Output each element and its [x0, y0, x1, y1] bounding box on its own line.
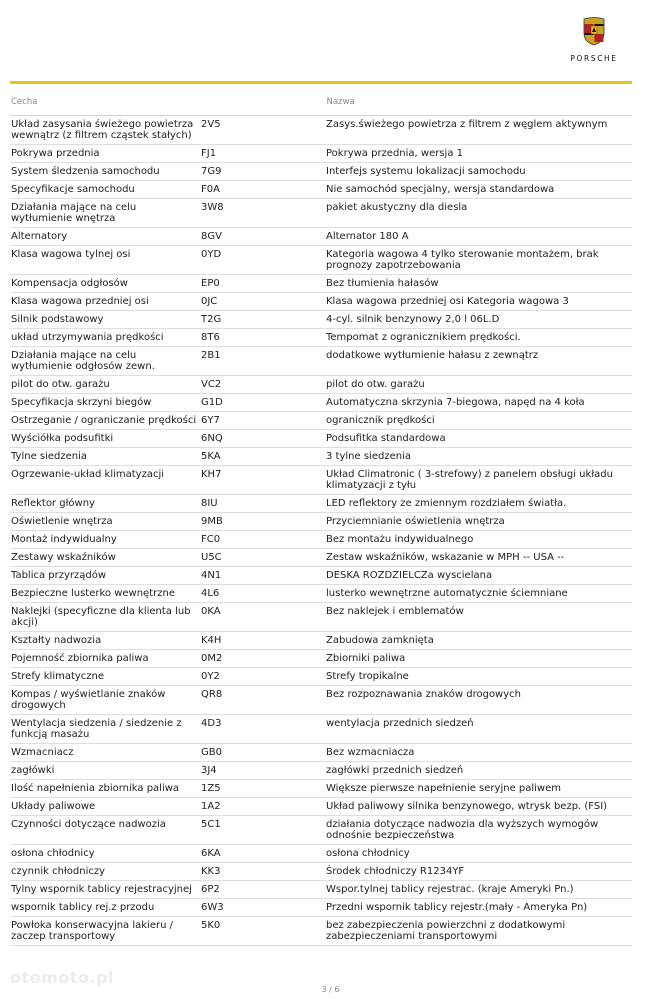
table-row [10, 394, 632, 412]
code-cell: VC2 [201, 379, 222, 390]
name-cell: ogranicznik prędkości [326, 415, 435, 426]
table-row [10, 798, 632, 816]
watermark: otomoto.pl [10, 968, 114, 987]
feature-cell: Tylny wspornik tablicy rejestracyjnej [11, 884, 192, 895]
table-row [10, 567, 632, 585]
name-cell: Kategoria wagowa 4 tylko sterowanie montażem, brak prognozy zapotrzebowania [326, 249, 599, 271]
code-cell: 5KA [201, 451, 221, 462]
table-row [10, 376, 632, 394]
feature-cell: Działania mające na celu wytłumienie wnętrza [11, 202, 137, 224]
table-row [10, 845, 632, 863]
code-cell: KK3 [201, 866, 221, 877]
table-row [10, 668, 632, 686]
feature-cell: Kształty nadwozia [11, 635, 102, 646]
code-cell: EP0 [201, 278, 220, 289]
code-cell: F0A [201, 184, 220, 195]
feature-cell: Klasa wagowa przedniej osi [11, 296, 149, 307]
column-header-name: Nazwa [326, 97, 355, 107]
feature-cell: Działania mające na celu wytłumienie odgłosów zewn. [11, 350, 155, 372]
code-cell: 2V5 [201, 119, 221, 130]
name-cell: Przedni wspornik tablicy rejestr.(mały - Ameryka Pn) [326, 902, 588, 913]
table-row [10, 632, 632, 650]
code-cell: 6Y7 [201, 415, 220, 426]
table-row [10, 466, 632, 495]
table-row [10, 585, 632, 603]
feature-cell: pilot do otw. garażu [11, 379, 110, 390]
code-cell: 5K0 [201, 920, 221, 931]
code-cell: 8T6 [201, 332, 220, 343]
feature-cell: Wyściółka podsufitki [11, 433, 114, 444]
feature-cell: Tablica przyrządów [11, 570, 107, 581]
table-row [10, 311, 632, 329]
name-cell: osłona chłodnicy [326, 848, 410, 859]
feature-cell: Pokrywa przednia [11, 148, 100, 159]
name-cell: Alternator 180 A [326, 231, 409, 242]
table-row [10, 145, 632, 163]
code-cell: 6W3 [201, 902, 224, 913]
table-row [10, 347, 632, 376]
name-cell: LED reflektory ze zmiennym rozdziałem światła. [326, 498, 567, 509]
table-row [10, 329, 632, 347]
feature-cell: zagłówki [11, 765, 55, 776]
name-cell: dodatkowe wytłumienie hałasu z zewnątrz [326, 350, 539, 361]
name-cell: Bez naklejek i emblematów [326, 606, 464, 617]
feature-cell: Reflektor główny [11, 498, 95, 509]
feature-cell: czynnik chłodniczy [11, 866, 106, 877]
name-cell: Automatyczna skrzynia 7-biegowa, napęd na 4 koła [326, 397, 585, 408]
name-cell: Zasys.świeżego powietrza z filtrem z węglem aktywnym [326, 119, 608, 130]
name-cell: Większe pierwsze napełnienie seryjne paliwem [326, 783, 562, 794]
code-cell: 6KA [201, 848, 221, 859]
name-cell: Układ Climatronic ( 3-strefowy) z panelem obsługi układu klimatyzacji z tyłu [326, 469, 613, 491]
feature-cell: osłona chłodnicy [11, 848, 95, 859]
table-row [10, 412, 632, 430]
table-row [10, 293, 632, 311]
table-row [10, 448, 632, 466]
name-cell: Zabudowa zamknięta [326, 635, 434, 646]
table-row [10, 549, 632, 567]
name-cell: Bez tłumienia hałasów [326, 278, 439, 289]
code-cell: 3W8 [201, 202, 224, 213]
table-row [10, 917, 632, 946]
table-row [10, 863, 632, 881]
feature-cell: System śledzenia samochodu [11, 166, 160, 177]
name-cell: zagłówki przednich siedzeń [326, 765, 464, 776]
table-header [10, 97, 632, 116]
code-cell: 3J4 [201, 765, 217, 776]
name-cell: Klasa wagowa przedniej osi Kategoria wagowa 3 [326, 296, 569, 307]
code-cell: 9MB [201, 516, 223, 527]
table-row [10, 881, 632, 899]
code-cell: GB0 [201, 747, 222, 758]
feature-cell: Ostrzeganie / ograniczanie prędkości [11, 415, 197, 426]
code-cell: 0Y2 [201, 671, 220, 682]
code-cell: 0KA [201, 606, 221, 617]
name-cell: Podsufitka standardowa [326, 433, 446, 444]
feature-cell: Naklejki (specyficzne dla klienta lub akcji) [11, 606, 191, 628]
equipment-table [10, 97, 632, 946]
feature-cell: wspornik tablicy rej.z przodu [11, 902, 155, 913]
name-cell: pakiet akustyczny dla diesla [326, 202, 468, 213]
table-row [10, 650, 632, 668]
feature-cell: Kompensacja odgłosów [11, 278, 128, 289]
name-cell: Bez montażu indywidualnego [326, 534, 474, 545]
name-cell: Zbiorniki paliwa [326, 653, 406, 664]
code-cell: FJ1 [201, 148, 217, 159]
feature-cell: Montaż indywidualny [11, 534, 117, 545]
feature-cell: Silnik podstawowy [11, 314, 104, 325]
feature-cell: Tylne siedzenia [11, 451, 88, 462]
name-cell: bez zabezpieczenia powierzchni z dodatkowymi zabezpieczeniami transportowymi [326, 920, 566, 942]
name-cell: Tempomat z ogranicznikiem prędkości. [326, 332, 521, 343]
table-row [10, 275, 632, 293]
name-cell: Interfejs systemu lokalizacji samochodu [326, 166, 526, 177]
name-cell: Strefy tropikalne [326, 671, 409, 682]
table-row [10, 181, 632, 199]
header-divider [10, 81, 632, 84]
table-row [10, 531, 632, 549]
porsche-crest-icon [583, 16, 605, 46]
feature-cell: Klasa wagowa tylnej osi [11, 249, 131, 260]
feature-cell: Kompas / wyświetlanie znaków drogowych [11, 689, 166, 711]
table-row [10, 816, 632, 845]
feature-cell: Ilość napełnienia zbiornika paliwa [11, 783, 180, 794]
code-cell: K4H [201, 635, 222, 646]
page-indicator: 3 / 6 [321, 985, 340, 994]
name-cell: wentylacja przednich siedzeń [326, 718, 474, 729]
code-cell: G1D [201, 397, 223, 408]
column-header-feature: Cecha [11, 97, 38, 107]
code-cell: FC0 [201, 534, 221, 545]
name-cell: Bez rozpoznawania znaków drogowych [326, 689, 521, 700]
code-cell: 8IU [201, 498, 218, 509]
name-cell: Zestaw wskaźników, wskazanie w MPH -- USA -- [326, 552, 565, 563]
code-cell: 6P2 [201, 884, 220, 895]
feature-cell: Układ zasysania świeżego powietrza wewnątrz (z filtrem cząstek stałych) [11, 119, 194, 141]
code-cell: 4D3 [201, 718, 222, 729]
feature-cell: Alternatory [11, 231, 68, 242]
porsche-logo [558, 16, 630, 64]
feature-cell: Zestawy wskaźników [11, 552, 116, 563]
feature-cell: Układy paliwowe [11, 801, 96, 812]
name-cell: działania dotyczące nadwozia dla wyższych wymogów odnośnie bezpieczeństwa [326, 819, 599, 841]
table-row [10, 603, 632, 632]
feature-cell: układ utrzymywania prędkości [11, 332, 164, 343]
name-cell: Układ paliwowy silnika benzynowego, wtrysk bezp. (FSI) [326, 801, 608, 812]
code-cell: 0YD [201, 249, 222, 260]
code-cell: KH7 [201, 469, 222, 480]
table-row [10, 744, 632, 762]
feature-cell: Specyfikacja skrzyni biegów [11, 397, 152, 408]
name-cell: Środek chłodniczy R1234YF [326, 866, 465, 877]
feature-cell: Wentylacja siedzenia / siedzenie z funkcją masażu [11, 718, 182, 740]
table-row [10, 495, 632, 513]
name-cell: 3 tylne siedzenia [326, 451, 411, 462]
table-body [10, 116, 632, 946]
code-cell: 2B1 [201, 350, 221, 361]
table-row [10, 116, 632, 145]
feature-cell: Strefy klimatyczne [11, 671, 105, 682]
table-row [10, 163, 632, 181]
feature-cell: Specyfikacje samochodu [11, 184, 135, 195]
code-cell: QR8 [201, 689, 223, 700]
code-cell: 6NQ [201, 433, 223, 444]
name-cell: 4-cyl. silnik benzynowy 2,0 l 06L.D [326, 314, 500, 325]
table-row [10, 715, 632, 744]
name-cell: Pokrywa przednia, wersja 1 [326, 148, 464, 159]
name-cell: pilot do otw. garażu [326, 379, 425, 390]
feature-cell: Pojemność zbiornika paliwa [11, 653, 149, 664]
page-header [0, 0, 661, 84]
code-cell: 1A2 [201, 801, 221, 812]
brand-wordmark: PORSCHE [570, 54, 618, 63]
name-cell: Przyciemnianie oświetlenia wnętrza [326, 516, 505, 527]
name-cell: Bez wzmacniacza [326, 747, 415, 758]
code-cell: 7G9 [201, 166, 222, 177]
feature-cell: Ogrzewanie-układ klimatyzacji [11, 469, 165, 480]
code-cell: 1Z5 [201, 783, 221, 794]
name-cell: Wspor.tylnej tablicy rejestrac. (kraje Ameryki Pn.) [326, 884, 574, 895]
table-row [10, 228, 632, 246]
code-cell: U5C [201, 552, 222, 563]
code-cell: T2G [201, 314, 222, 325]
table-row [10, 199, 632, 228]
code-cell: 4L6 [201, 588, 220, 599]
code-cell: 8GV [201, 231, 222, 242]
feature-cell: Powłoka konserwacyjna lakieru / zaczep transportowy [11, 920, 173, 942]
code-cell: 4N1 [201, 570, 222, 581]
table-row [10, 780, 632, 798]
name-cell: lusterko wewnętrzne automatycznie ściemniane [326, 588, 568, 599]
code-cell: 5C1 [201, 819, 221, 830]
table-row [10, 762, 632, 780]
table-row [10, 686, 632, 715]
feature-cell: Bezpieczne lusterko wewnętrzne [11, 588, 175, 599]
code-cell: 0M2 [201, 653, 223, 664]
name-cell: Nie samochód specjalny, wersja standardowa [326, 184, 555, 195]
feature-cell: Oświetlenie wnętrza [11, 516, 113, 527]
name-cell: DESKA ROZDZIELCZa wyscielana [326, 570, 493, 581]
feature-cell: Czynności dotyczące nadwozia [11, 819, 166, 830]
table-row [10, 899, 632, 917]
table-row [10, 246, 632, 275]
code-cell: 0JC [201, 296, 218, 307]
table-row [10, 430, 632, 448]
feature-cell: Wzmacniacz [11, 747, 74, 758]
table-row [10, 513, 632, 531]
